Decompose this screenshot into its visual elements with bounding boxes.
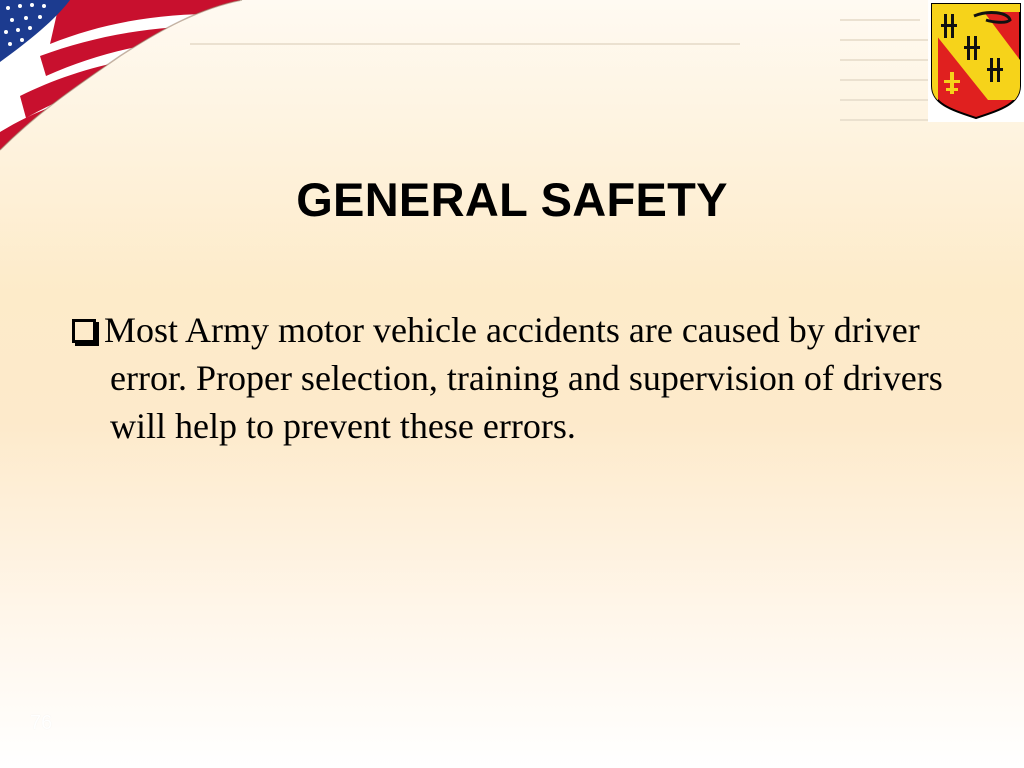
bullet-item	[72, 306, 990, 450]
header-ornament	[180, 0, 1020, 150]
checkbox-bullet-icon	[72, 319, 96, 343]
slide-title: GENERAL SAFETY	[296, 173, 728, 226]
slide-number: 76	[30, 712, 53, 734]
bullet-text: Most Army motor vehicle accidents are caused by driver error. Proper selection, training and supervision of drivers will help to prevent these errors.	[104, 310, 943, 446]
unit-crest-icon	[928, 0, 1024, 122]
